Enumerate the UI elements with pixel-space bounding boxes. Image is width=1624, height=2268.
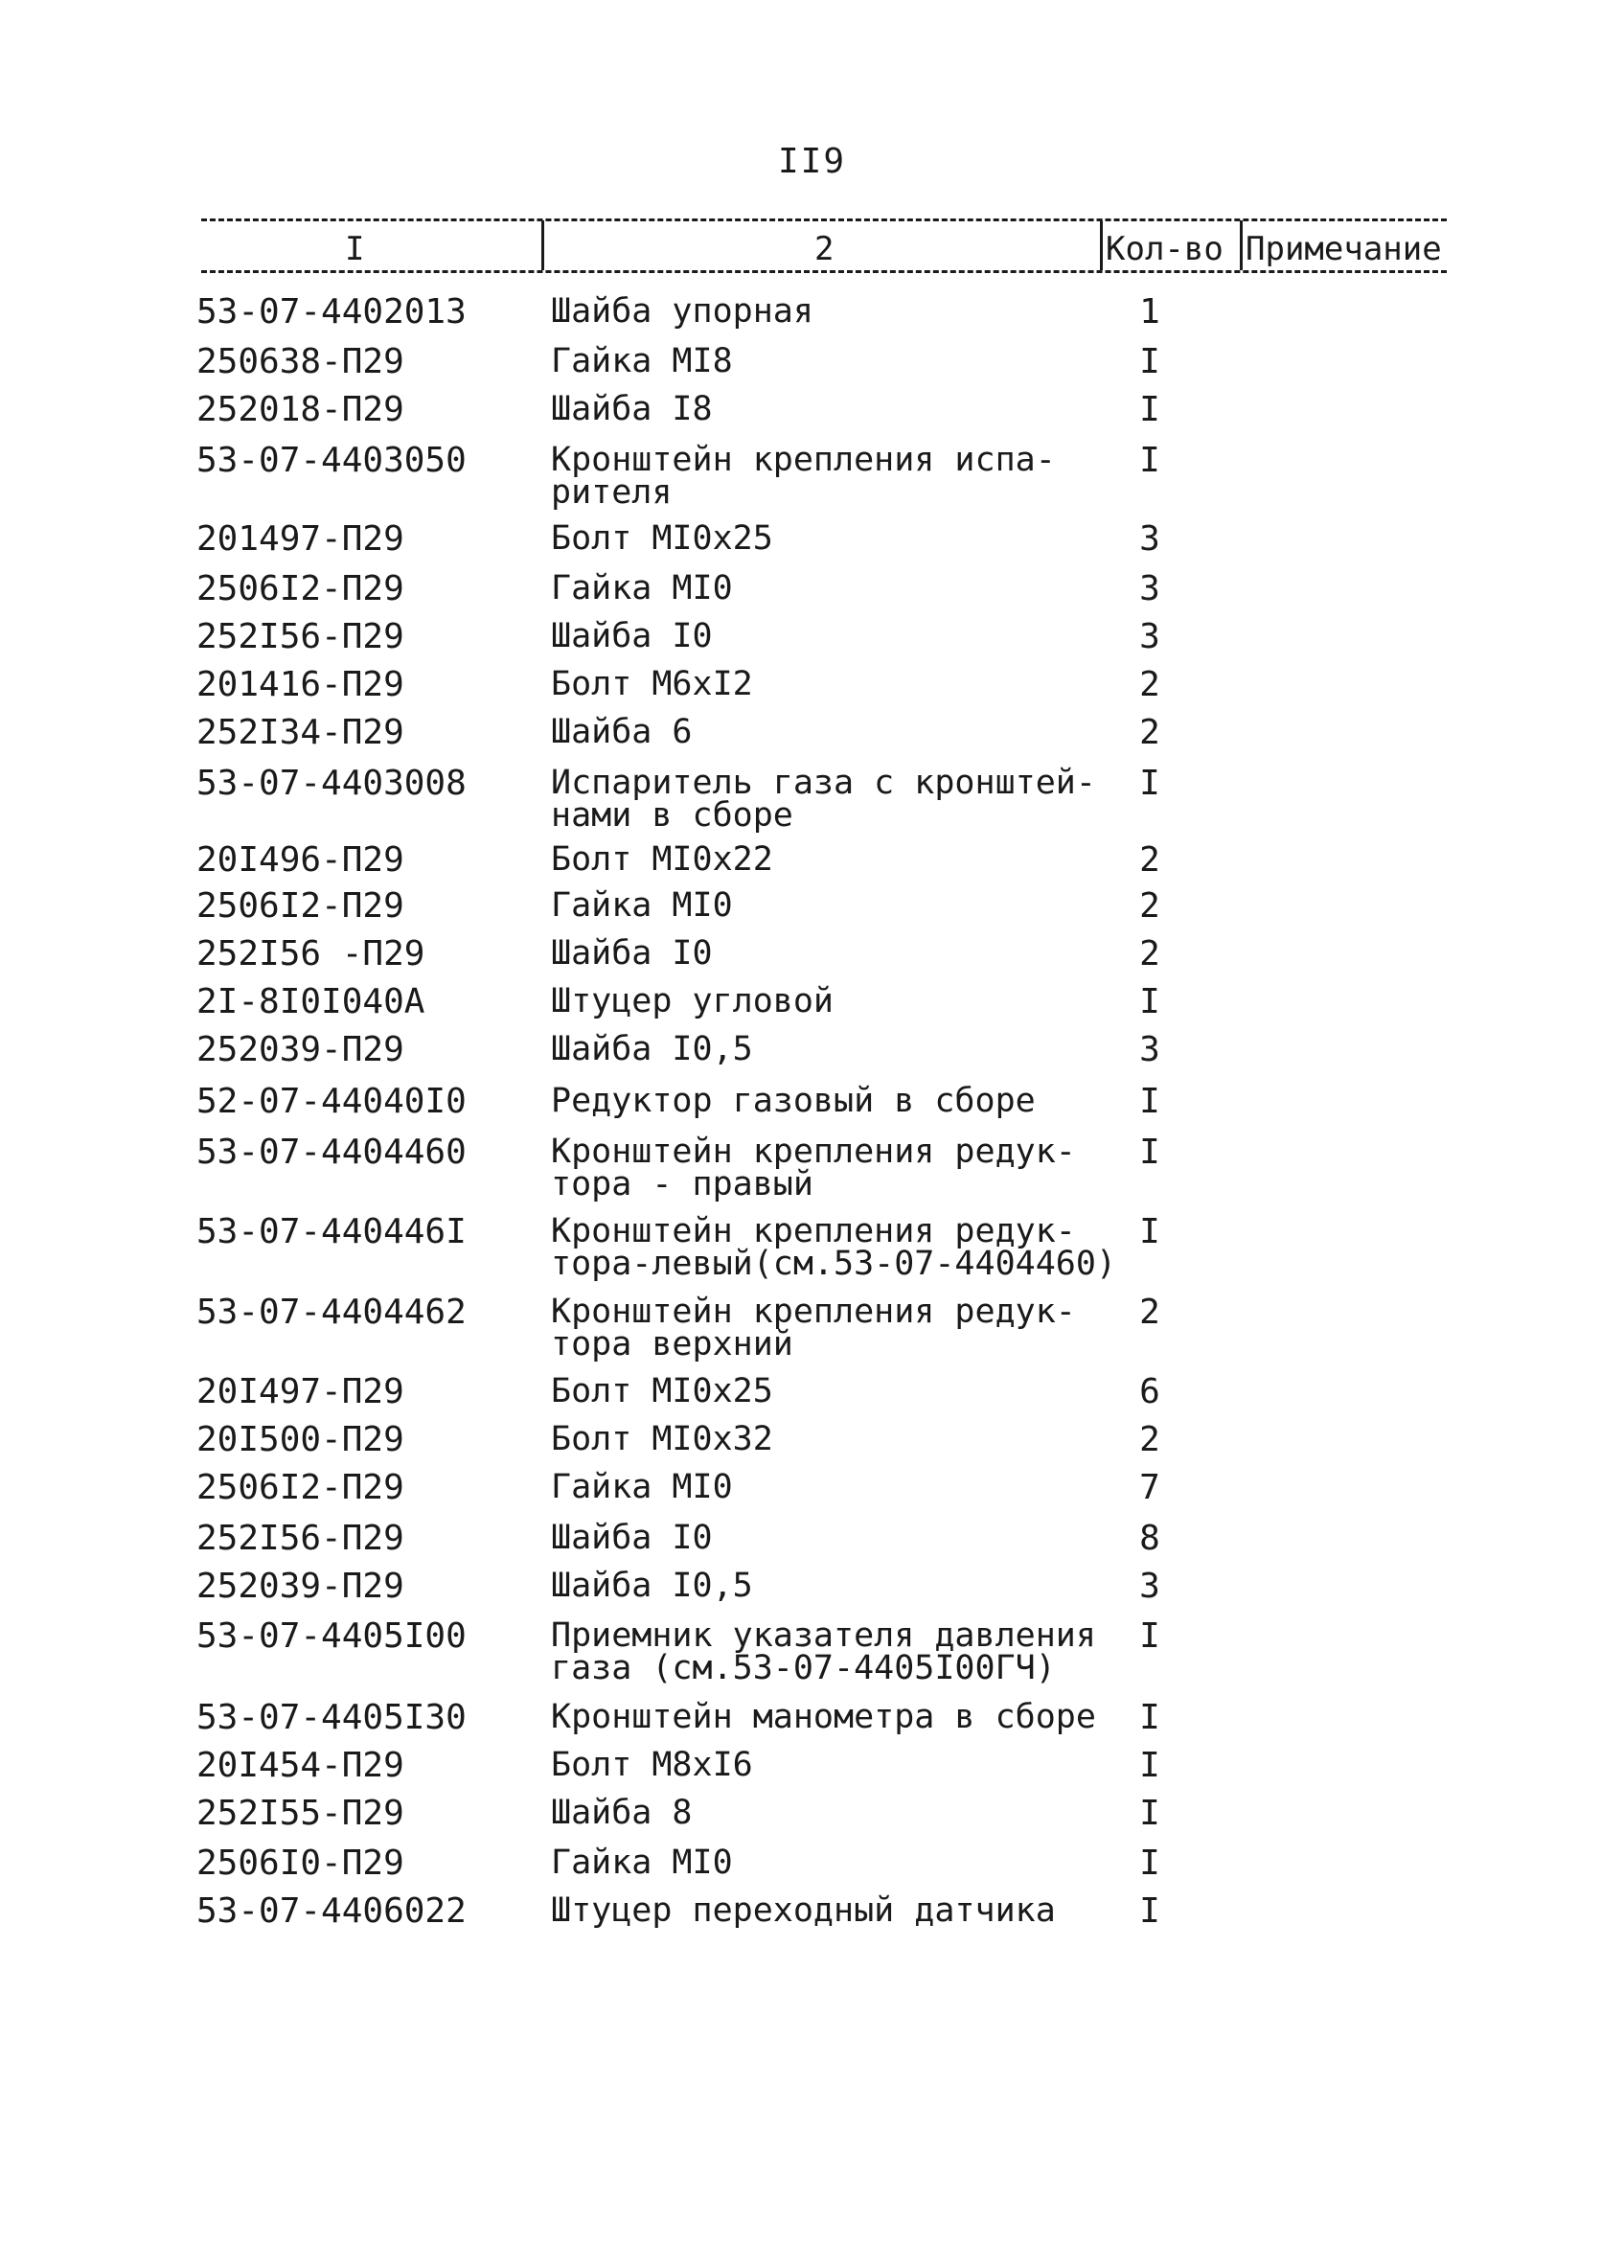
part-name: Кронштейн крепления редук- тора-левый(см.53-07-4404460) — [551, 1212, 1117, 1283]
part-name: Шайба упорная — [551, 292, 813, 331]
part-quantity: I — [1139, 764, 1160, 803]
part-code: 52-07-44040I0 — [196, 1082, 467, 1121]
part-code: 2506I2-П29 — [196, 1468, 404, 1507]
part-quantity: I — [1139, 342, 1160, 381]
part-name: Кронштейн крепления редук- тора - правый — [551, 1133, 1076, 1203]
part-name: Штуцер угловой — [551, 982, 835, 1020]
part-quantity: I — [1139, 1844, 1160, 1883]
part-code: 53-07-4406022 — [196, 1891, 467, 1931]
part-name: Редуктор газовый в сборе — [551, 1082, 1036, 1120]
part-code: 53-07-4405I30 — [196, 1698, 467, 1737]
part-name: Гайка MI0 — [551, 886, 733, 925]
part-quantity: 2 — [1139, 1420, 1160, 1459]
part-code: 252I56-П29 — [196, 617, 404, 656]
part-quantity: 1 — [1139, 292, 1160, 332]
part-name: Шайба I0,5 — [551, 1567, 753, 1605]
part-quantity: I — [1139, 982, 1160, 1021]
part-quantity: 3 — [1139, 569, 1160, 608]
part-quantity: 6 — [1139, 1372, 1160, 1411]
part-name: Кронштейн крепления редук- тора верхний — [551, 1293, 1076, 1363]
part-code: 250638-П29 — [196, 342, 404, 381]
part-quantity: I — [1139, 1891, 1160, 1931]
part-quantity: I — [1139, 1133, 1160, 1172]
part-name: Шайба 6 — [551, 713, 693, 751]
part-code: 20I497-П29 — [196, 1372, 404, 1411]
part-name: Шайба I0 — [551, 1519, 713, 1557]
header-bottom-rule — [201, 270, 1447, 273]
part-quantity: I — [1139, 1794, 1160, 1833]
part-code: 53-07-4404462 — [196, 1293, 467, 1332]
part-code: 2I-8I0I040A — [196, 982, 425, 1021]
part-name: Шайба I0,5 — [551, 1030, 753, 1068]
part-name: Гайка MI8 — [551, 342, 733, 380]
part-code: 53-07-4404460 — [196, 1133, 467, 1172]
part-name: Испаритель газа с кронштей- нами в сборе — [551, 764, 1096, 835]
part-code: 53-07-4403050 — [196, 441, 467, 480]
part-name: Штуцер переходный датчика — [551, 1891, 1056, 1930]
part-quantity: 3 — [1139, 519, 1160, 559]
part-name: Шайба 8 — [551, 1794, 693, 1832]
part-quantity: I — [1139, 1698, 1160, 1737]
part-quantity: 2 — [1139, 713, 1160, 752]
part-name: Болт MI0x25 — [551, 519, 773, 558]
header-separator-1 — [541, 220, 544, 270]
part-quantity: I — [1139, 1616, 1160, 1656]
part-code: 20I500-П29 — [196, 1420, 404, 1459]
part-code: 53-07-440446I — [196, 1212, 467, 1251]
part-quantity: I — [1139, 1212, 1160, 1251]
part-name: Шайба I0 — [551, 934, 713, 973]
part-quantity: 7 — [1139, 1468, 1160, 1507]
header-col-notes: Примечание — [1246, 230, 1442, 268]
part-name: Болт MI0x32 — [551, 1420, 773, 1458]
part-code: 252018-П29 — [196, 390, 404, 429]
part-code: 53-07-4405I00 — [196, 1616, 467, 1656]
header-col-1: I — [345, 230, 365, 268]
header-col-2: 2 — [814, 230, 835, 268]
part-quantity: 2 — [1139, 665, 1160, 704]
part-quantity: 3 — [1139, 617, 1160, 656]
part-code: 252I55-П29 — [196, 1794, 404, 1833]
part-quantity: 3 — [1139, 1030, 1160, 1069]
part-code: 2506I2-П29 — [196, 886, 404, 926]
header-separator-2 — [1100, 220, 1103, 270]
part-quantity: 2 — [1139, 934, 1160, 974]
part-code: 201416-П29 — [196, 665, 404, 704]
header-separator-3 — [1240, 220, 1243, 270]
part-quantity: 2 — [1139, 840, 1160, 880]
part-quantity: I — [1139, 441, 1160, 480]
part-quantity: I — [1139, 1746, 1160, 1785]
part-quantity: 2 — [1139, 1293, 1160, 1332]
table-header — [201, 209, 1447, 278]
part-code: 201497-П29 — [196, 519, 404, 559]
page-number: II9 — [777, 142, 847, 181]
part-quantity: 2 — [1139, 886, 1160, 926]
part-code: 53-07-4403008 — [196, 764, 467, 803]
header-top-rule — [201, 218, 1447, 221]
part-quantity: I — [1139, 1082, 1160, 1121]
part-name: Гайка MI0 — [551, 1844, 733, 1882]
part-code: 20I496-П29 — [196, 840, 404, 880]
part-name: Гайка MI0 — [551, 569, 733, 607]
part-code: 20I454-П29 — [196, 1746, 404, 1785]
part-quantity: 8 — [1139, 1519, 1160, 1558]
part-name: Гайка MI0 — [551, 1468, 733, 1506]
part-name: Болт MI0x22 — [551, 840, 773, 879]
part-code: 252039-П29 — [196, 1030, 404, 1069]
part-code: 252I34-П29 — [196, 713, 404, 752]
part-name: Болт M6xI2 — [551, 665, 753, 703]
part-name: Болт M8xI6 — [551, 1746, 753, 1784]
part-code: 53-07-4402013 — [196, 292, 467, 332]
part-code: 2506I2-П29 — [196, 569, 404, 608]
part-quantity: 3 — [1139, 1567, 1160, 1606]
part-code: 2506I0-П29 — [196, 1844, 404, 1883]
part-name: Шайба I0 — [551, 617, 713, 655]
part-code: 252I56-П29 — [196, 1519, 404, 1558]
header-col-qty: Кол-во — [1106, 230, 1224, 268]
part-name: Кронштейн манометра в сборе — [551, 1698, 1096, 1736]
part-name: Болт MI0x25 — [551, 1372, 773, 1410]
part-code: 252I56 -П29 — [196, 934, 425, 974]
part-name: Приемник указателя давления газа (см.53-07-4405I00ГЧ) — [551, 1616, 1096, 1687]
part-code: 252039-П29 — [196, 1567, 404, 1606]
part-name: Кронштейн крепления испа- рителя — [551, 441, 1056, 512]
part-name: Шайба I8 — [551, 390, 713, 428]
part-quantity: I — [1139, 390, 1160, 429]
